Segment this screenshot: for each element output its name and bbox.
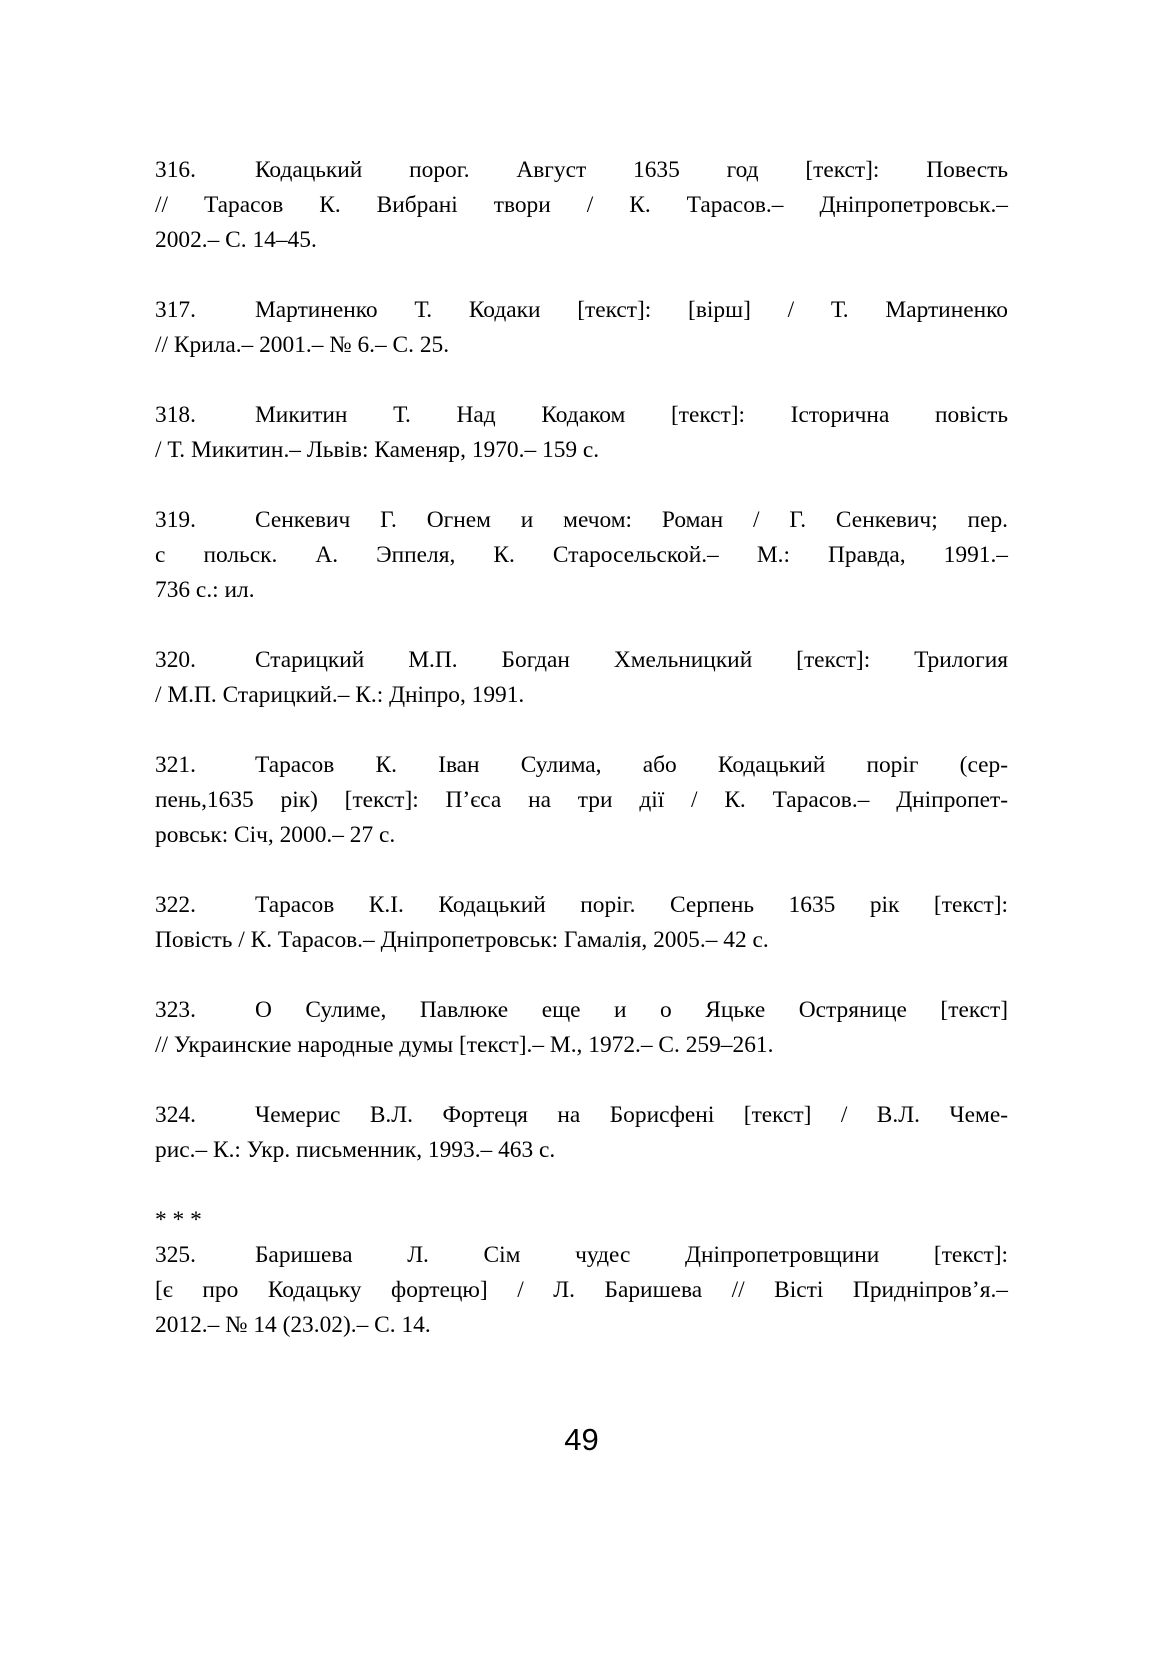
entry-line bbox=[155, 153, 1008, 188]
bibliography-entry bbox=[155, 1238, 1008, 1343]
entry-number: 319. bbox=[155, 507, 196, 533]
entry-line-text: Повість / К. Тарасов.– Дніпропетровськ: Гамалія, 2005.– 42 с. bbox=[155, 927, 769, 953]
entry-line-text: рис.– К.: Укр. письменник, 1993.– 463 с. bbox=[155, 1137, 556, 1163]
entry-line-text: // Крила.– 2001.– № 6.– С. 25. bbox=[155, 332, 450, 358]
entry-line-text: ровськ: Січ, 2000.– 27 с. bbox=[155, 822, 396, 848]
entry-line bbox=[155, 923, 1008, 958]
entry-line bbox=[155, 503, 1008, 538]
entry-line-text: 2012.– № 14 (23.02).– С. 14. bbox=[155, 1312, 431, 1338]
entry-line bbox=[155, 188, 1008, 223]
entry-line-text: * * * bbox=[155, 1207, 202, 1233]
page-number: 49 bbox=[564, 1422, 599, 1457]
entry-number: 325. bbox=[155, 1242, 196, 1268]
entry-line-text: пень,1635 рік) [текст]: П’єса на три дії / К. Тарасов.– Дніпропет- bbox=[155, 787, 1008, 813]
entry-line-text: // Украинские народные думы [текст].– М., 1972.– С. 259–261. bbox=[155, 1032, 774, 1058]
entry-line-text: // Тарасов К. Вибрані твори / К. Тарасов.– Дніпропетровськ.– bbox=[155, 192, 1008, 218]
entry-number: 324. bbox=[155, 1102, 196, 1128]
entry-line bbox=[155, 643, 1008, 678]
entry-line bbox=[155, 433, 1008, 468]
entry-line bbox=[155, 748, 1008, 783]
entry-line bbox=[155, 573, 1008, 608]
bibliography-entry bbox=[155, 888, 1008, 958]
entry-line-text: / Т. Микитин.– Львів: Каменяр, 1970.– 159 с. bbox=[155, 437, 600, 463]
bibliography-entry bbox=[155, 398, 1008, 468]
entry-line-text: Сенкевич Г. Огнем и мечом: Роман / Г. Сенкевич; пер. bbox=[255, 507, 1008, 533]
entry-line bbox=[155, 293, 1008, 328]
entry-number: 320. bbox=[155, 647, 196, 673]
entry-line-text: с польск. А. Эппеля, К. Старосельской.– М.: Правда, 1991.– bbox=[155, 542, 1008, 568]
entry-number: 323. bbox=[155, 997, 196, 1023]
entry-number: 318. bbox=[155, 402, 196, 428]
entry-line bbox=[155, 398, 1008, 433]
entry-line bbox=[155, 888, 1008, 923]
entry-line-text: Баришева Л. Сім чудес Дніпропетровщини [текст]: bbox=[255, 1242, 1008, 1268]
bibliography-entry bbox=[155, 293, 1008, 363]
bibliography-entry bbox=[155, 1098, 1008, 1168]
entry-line bbox=[155, 1308, 1008, 1343]
entry-line bbox=[155, 1273, 1008, 1308]
entry-line-text: 736 с.: ил. bbox=[155, 577, 255, 603]
entry-line bbox=[155, 678, 1008, 713]
entry-line-text: Кодацький порог. Август 1635 год [текст]: Повесть bbox=[255, 157, 1008, 183]
entry-line bbox=[155, 783, 1008, 818]
entry-line-text: Старицкий М.П. Богдан Хмельницкий [текст]: Трилогия bbox=[255, 647, 1008, 673]
bibliography-list bbox=[155, 153, 1008, 1378]
entry-line-text: Чемерис В.Л. Фортеця на Борисфені [текст] / В.Л. Чеме- bbox=[255, 1102, 1008, 1128]
entry-line bbox=[155, 993, 1008, 1028]
bibliography-entry bbox=[155, 748, 1008, 853]
bibliography-entry bbox=[155, 643, 1008, 713]
entry-line bbox=[155, 1098, 1008, 1133]
entry-line bbox=[155, 223, 1008, 258]
bibliography-entry bbox=[155, 503, 1008, 608]
entry-line-text: Тарасов К. Іван Сулима, або Кодацький поріг (сер- bbox=[255, 752, 1008, 778]
bibliography-entry bbox=[155, 153, 1008, 258]
entry-line bbox=[155, 538, 1008, 573]
entry-line bbox=[155, 1028, 1008, 1063]
entry-line-text: / М.П. Старицкий.– К.: Дніпро, 1991. bbox=[155, 682, 525, 708]
entry-line-text: О Сулиме, Павлюке еще и о Яцьке Острянице [текст] bbox=[255, 997, 1008, 1023]
entry-number: 322. bbox=[155, 892, 196, 918]
entry-line-text: [є про Кодацьку фортецю] / Л. Баришева // Вісті Придніпров’я.– bbox=[155, 1277, 1008, 1303]
section-separator-line bbox=[155, 1203, 1008, 1238]
entry-line-text: Мартиненко Т. Кодаки [текст]: [вірш] / Т. Мартиненко bbox=[255, 297, 1008, 323]
entry-number: 316. bbox=[155, 157, 196, 183]
section-separator bbox=[155, 1203, 1008, 1238]
entry-line-text: 2002.– С. 14–45. bbox=[155, 227, 317, 253]
entry-line-text: Тарасов К.І. Кодацький поріг. Серпень 1635 рік [текст]: bbox=[255, 892, 1008, 918]
entry-line-text: Микитин Т. Над Кодаком [текст]: Історична повість bbox=[255, 402, 1008, 428]
entry-number: 321. bbox=[155, 752, 196, 778]
entry-line bbox=[155, 1238, 1008, 1273]
entry-number: 317. bbox=[155, 297, 196, 323]
entry-line bbox=[155, 1133, 1008, 1168]
entry-line bbox=[155, 328, 1008, 363]
bibliography-entry bbox=[155, 993, 1008, 1063]
entry-line bbox=[155, 818, 1008, 853]
